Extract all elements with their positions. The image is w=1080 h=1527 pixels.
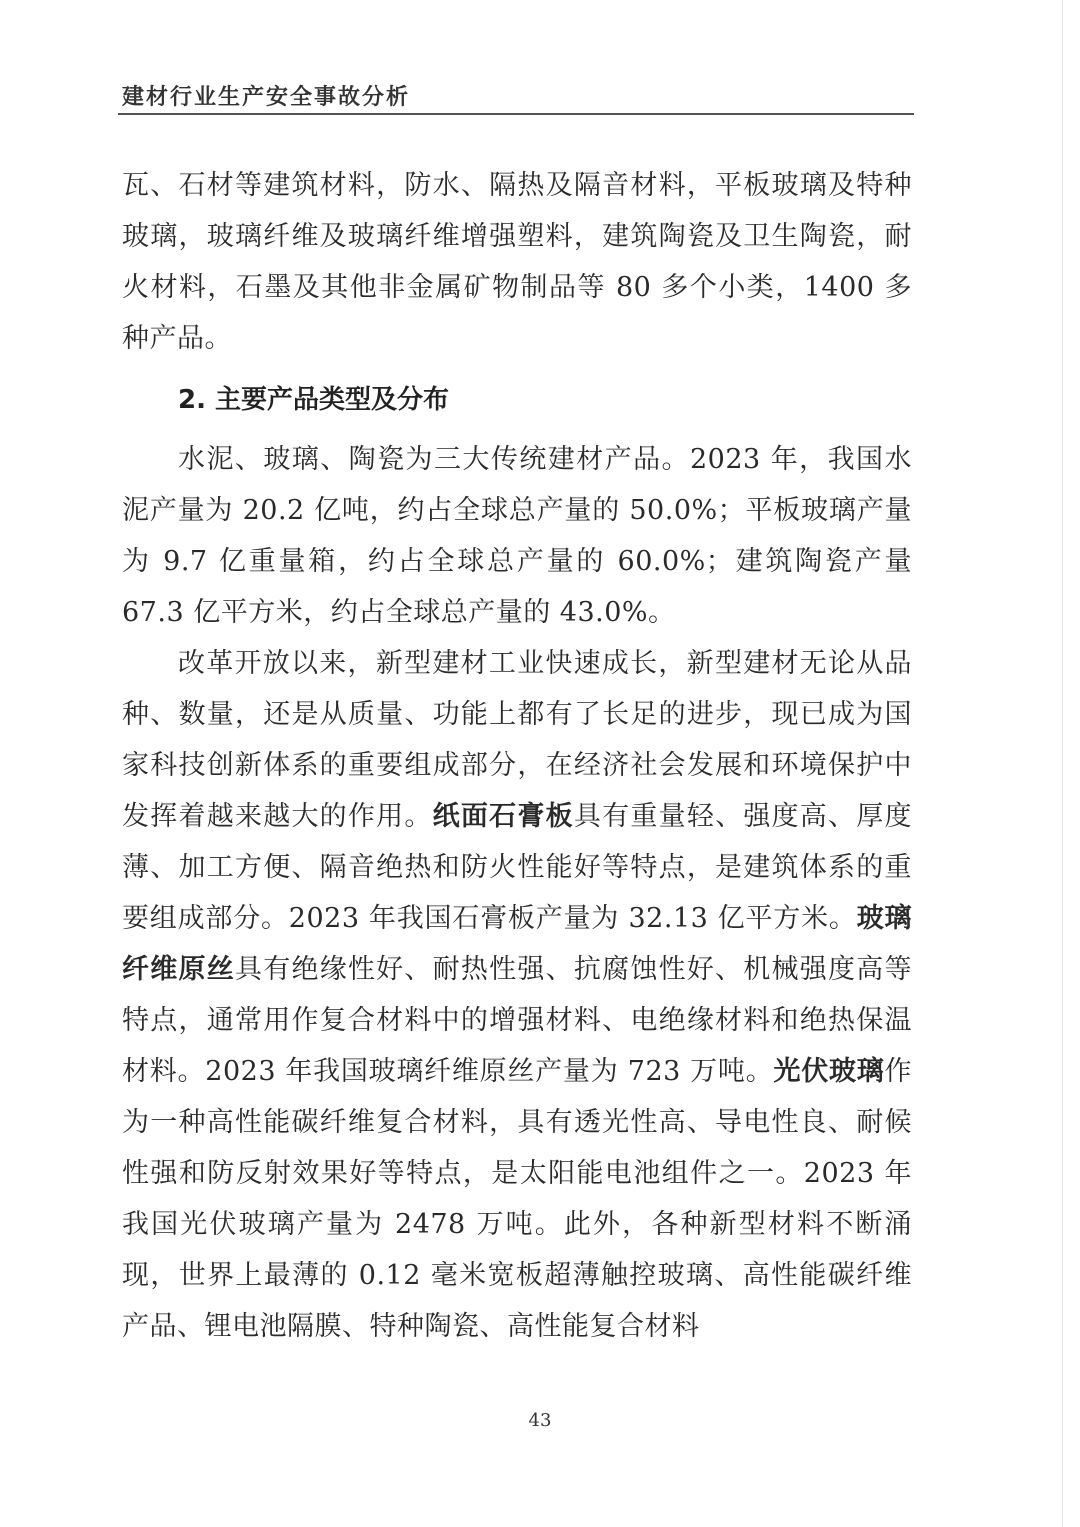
- paragraph-traditional-materials: 水泥、玻璃、陶瓷为三大传统建材产品。2023 年，我国水泥产量为 20.2 亿吨，约占全球总产量的 50.0%；平板玻璃产量为 9.7 亿重量箱，约占全球总产量的 60.0%；建筑陶瓷产量 67.3 亿平方米，约占全球总产量的 43.0%。: [122, 444, 912, 628]
- text-segment: 具有重量轻、强度高、厚度薄、加工方便、隔音绝热和防火性能好等特点，是建筑体系的重要组成部分。2023 年我国石膏板产量为 32.13 亿平方米。: [122, 801, 913, 934]
- text-segment: 改革开放以来，新型建材工业快速成长，新型建材无论从品种、数量，还是从质量、功能上都有了长足的进步，现已成为国家科技创新体系的重要组成部分，在经济社会发展和环境保护中发挥着越来越大的作用。: [122, 648, 912, 832]
- term-photovoltaic-glass: 光伏玻璃: [773, 1056, 885, 1087]
- header-rule: [118, 113, 914, 115]
- text-segment: 作为一种高性能碳纤维复合材料，具有透光性高、导电性良、耐候性强和防反射效果好等特点，是太阳能电池组件之一。2023 年我国光伏玻璃产量为 2478 万吨。此外，各种新型材料不断涌现，世界上最薄的 0.12 毫米宽板超薄触控玻璃、高性能碳纤维产品、锂电池隔膜、特种陶瓷、高性能复合材料: [122, 1056, 913, 1342]
- term-glass-fiber-yarn: 玻璃纤维原丝: [122, 903, 913, 985]
- page-number: 43: [528, 1410, 552, 1431]
- paragraph-product-categories: 瓦、石材等建筑材料，防水、隔热及隔音材料，平板玻璃及特种玻璃，玻璃纤维及玻璃纤维增强塑料，建筑陶瓷及卫生陶瓷，耐火材料，石墨及其他非金属矿物制品等 80 多个小类，1400 多种产品。: [122, 170, 912, 354]
- term-gypsum-board: 纸面石膏板: [432, 801, 574, 832]
- scan-edge-line: [1062, 0, 1063, 1527]
- body-text: [122, 160, 912, 1352]
- text-segment: 具有绝缘性好、耐热性强、抗腐蚀性好、机械强度高等特点，通常用作复合材料中的增强材料、电绝缘材料和绝热保温材料。2023 年我国玻璃纤维原丝产量为 723 万吨。: [122, 954, 913, 1087]
- running-header-title: 建材行业生产安全事故分析: [122, 85, 411, 110]
- paragraph-new-materials: [122, 638, 912, 1352]
- section-heading-main-products: 2. 主要产品类型及分布: [178, 385, 450, 415]
